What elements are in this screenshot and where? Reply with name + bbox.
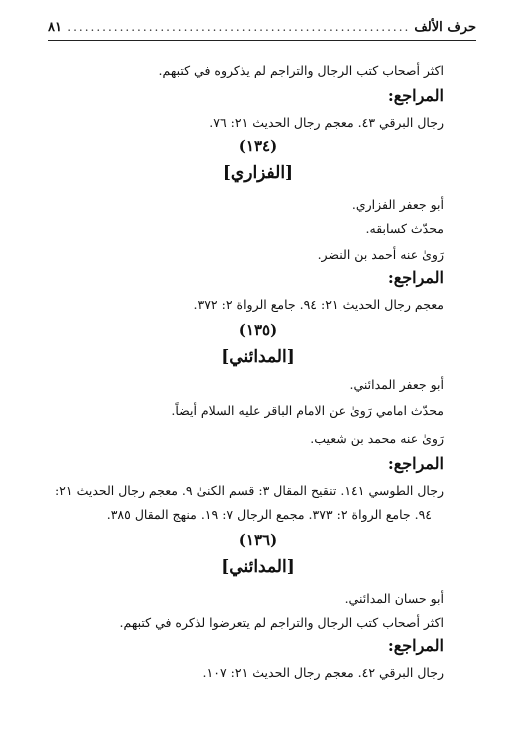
chapter-title: حرف الألف	[414, 20, 476, 35]
entry-135-desc: محدّث امامي رَوىٰ عن الامام الباقر عليه السلام أيضاً.	[171, 403, 444, 418]
entry-135-name: أبو جعفر المدائني.	[349, 377, 444, 392]
entry-134-narrator: رَوىٰ عنه أحمد بن النضر.	[317, 247, 444, 262]
page-header	[48, 20, 476, 41]
entry-135-refs-heading: المراجع:	[387, 454, 444, 473]
prev-refs: رجال البرقي ٤٣. معجم رجال الحديث ٢١: ٧٦.	[209, 115, 444, 130]
entry-136-name: أبو حسان المدائني.	[344, 591, 444, 606]
entry-136-refs-heading: المراجع:	[387, 636, 444, 655]
entry-134-name: أبو جعفر الفزاري.	[351, 197, 444, 212]
header-leader-dots	[66, 20, 410, 34]
entry-134-number: (١٣٤)	[238, 137, 278, 155]
entry-136-title: [المدائني]	[221, 557, 295, 577]
entry-134-title: [الفزاري]	[222, 163, 294, 183]
page-number: ٨١	[48, 20, 62, 35]
entry-135-refs-line1: رجال الطوسي ١٤١. تنقيح المقال ٣: قسم الكنىٰ ٩. معجم رجال الحديث ٢١:	[54, 483, 444, 498]
entry-134-refs-heading: المراجع:	[387, 268, 444, 287]
prev-refs-heading: المراجع:	[387, 86, 444, 105]
entry-136-number: (١٣٦)	[238, 531, 278, 549]
entry-136-refs: رجال البرقي ٤٢. معجم رجال الحديث ٢١: ١٠٧.	[202, 665, 444, 680]
entry-135-title: [المدائني]	[221, 347, 295, 367]
prev-entry-text: اكثر أصحاب كتب الرجال والتراجم لم يذكروه في كتبهم.	[158, 63, 444, 78]
entry-135-refs-line2: ٩٤. جامع الرواة ٢: ٣٧٣. مجمع الرجال ٧: ١٩. منهج المقال ٣٨٥.	[106, 507, 432, 522]
entry-135-number: (١٣٥)	[238, 321, 278, 339]
entry-136-desc: اكثر أصحاب كتب الرجال والتراجم لم يتعرضوا لذكره في كتبهم.	[119, 615, 444, 630]
entry-135-narrator: رَوىٰ عنه محمد بن شعيب.	[310, 431, 444, 446]
entry-134-refs: معجم رجال الحديث ٢١: ٩٤. جامع الرواة ٢: ٣٧٢.	[193, 297, 444, 312]
entry-134-desc: محدّث كسابقه.	[365, 221, 444, 236]
